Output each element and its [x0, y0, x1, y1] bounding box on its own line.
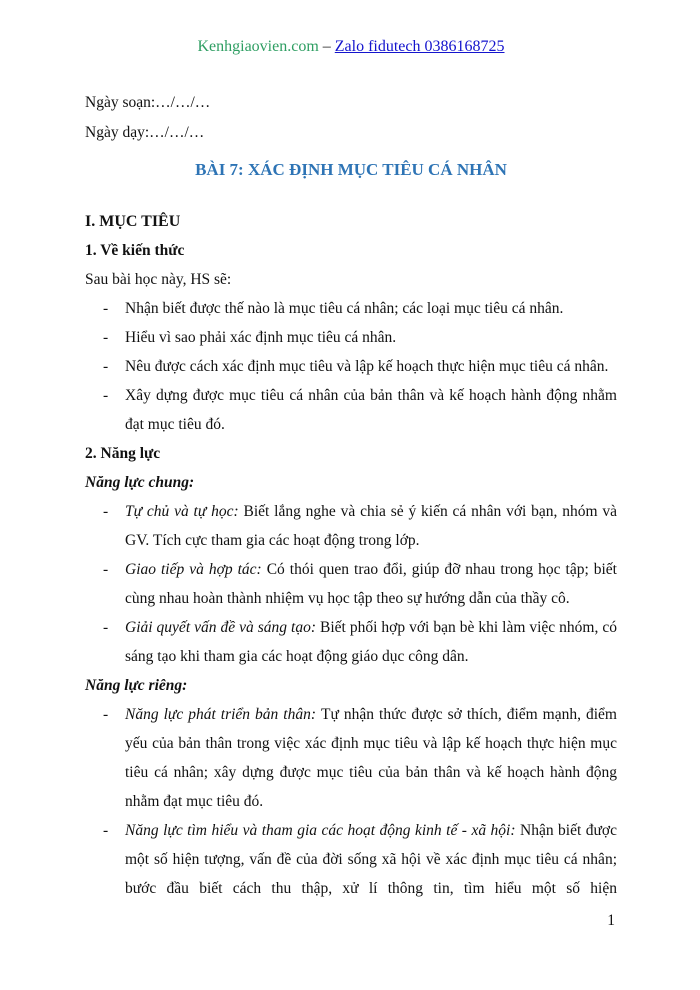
bullet-text: Xây dựng được mục tiêu cá nhân của bản thân và kế hoạch hành động nhằm đạt mục tiêu đó. — [125, 387, 617, 433]
bullet-dash: - — [103, 822, 109, 839]
nang-luc-chung-bullet-3 — [85, 613, 617, 671]
page-number: 1 — [607, 912, 615, 929]
ngay-day-line: Ngày dạy:…/…/… — [85, 124, 205, 141]
bullet-dash: - — [103, 706, 109, 723]
bullet-dash: - — [103, 329, 109, 346]
zalo-link[interactable]: Zalo fidutech 0386168725 — [334, 38, 505, 55]
bullet-dash: - — [103, 503, 109, 520]
bullet-lead: Năng lực tìm hiểu và tham gia các hoạt động kinh tế - xã hội: — [125, 822, 520, 839]
section-heading-muc-tieu: I. MỤC TIÊU — [85, 213, 181, 230]
kien-thuc-intro: Sau bài học này, HS sẽ: — [85, 271, 232, 288]
lesson-title: BÀI 7: XÁC ĐỊNH MỤC TIÊU CÁ NHÂN — [195, 160, 507, 179]
bullet-text: Tự nhận thức được sở thích, điểm mạnh, điểm yếu của bản thân trong việc xác định mục tiêu và lập kế hoạch thực hiện mục tiêu cá nhân; xây dựng được mục tiêu của bản thân và kế hoạch hành động nhằm đạt mục tiêu đó. — [125, 706, 617, 810]
kien-thuc-bullet-4 — [85, 381, 617, 439]
date-block — [85, 88, 617, 148]
bullet-text: Có thói quen trao đổi, giúp đỡ nhau trong học tập; biết cùng nhau hoàn thành nhiệm vụ học tập theo sự hướng dẫn của thầy cô. — [125, 561, 617, 607]
bullet-text: Biết phối hợp với bạn bè khi làm việc nhóm, có sáng tạo khi tham gia các hoạt động giáo dục công dân. — [125, 619, 617, 665]
bullet-dash: - — [103, 358, 109, 375]
bullet-lead: Năng lực phát triển bản thân: — [125, 706, 322, 723]
bullet-dash: - — [103, 619, 109, 636]
header-separator: – — [318, 38, 335, 55]
bullet-dash: - — [103, 561, 109, 578]
bullet-lead: Tự chủ và tự học: — [125, 503, 244, 520]
subsection-heading-nang-luc: 2. Năng lực — [85, 445, 161, 462]
bullet-text: Hiểu vì sao phải xác định mục tiêu cá nhân. — [125, 329, 397, 346]
bullet-text: Nêu được cách xác định mục tiêu và lập kế hoạch thực hiện mục tiêu cá nhân. — [125, 358, 609, 375]
nang-luc-chung-bullet-2 — [85, 555, 617, 613]
nang-luc-rieng-bullet-2 — [85, 816, 617, 903]
subsection-heading-kien-thuc: 1. Về kiến thức — [85, 242, 185, 259]
nang-luc-chung-bullet-1 — [85, 497, 617, 555]
kien-thuc-bullet-3 — [85, 352, 617, 381]
bullet-lead: Giao tiếp và hợp tác: — [125, 561, 267, 578]
nang-luc-rieng-bullet-1 — [85, 700, 617, 816]
kien-thuc-bullet-1 — [85, 294, 617, 323]
ngay-soan-line: Ngày soạn:…/…/… — [85, 94, 211, 111]
kien-thuc-bullet-2 — [85, 323, 617, 352]
bullet-dash: - — [103, 387, 109, 404]
site-name: Kenhgiaovien.com — [197, 38, 319, 55]
bullet-lead: Giải quyết vấn đề và sáng tạo: — [125, 619, 320, 636]
bullet-text: Nhận biết được thế nào là mục tiêu cá nhân; các loại mục tiêu cá nhân. — [125, 300, 564, 317]
heading-nang-luc-chung: Năng lực chung: — [85, 474, 195, 491]
heading-nang-luc-rieng: Năng lực riêng: — [85, 677, 188, 694]
bullet-text: Nhận biết được một số hiện tượng, vấn đề của đời sống xã hội về xác định mục tiêu cá nhân; bước đầu biết cách thu thập, xử lí thông tin, tìm hiểu một số hiện — [125, 822, 617, 897]
page-header — [85, 36, 617, 58]
bullet-text: Biết lắng nghe và chia sẻ ý kiến cá nhân với bạn, nhóm và GV. Tích cực tham gia các hoạt động trong lớp. — [125, 503, 617, 549]
bullet-dash: - — [103, 300, 109, 317]
